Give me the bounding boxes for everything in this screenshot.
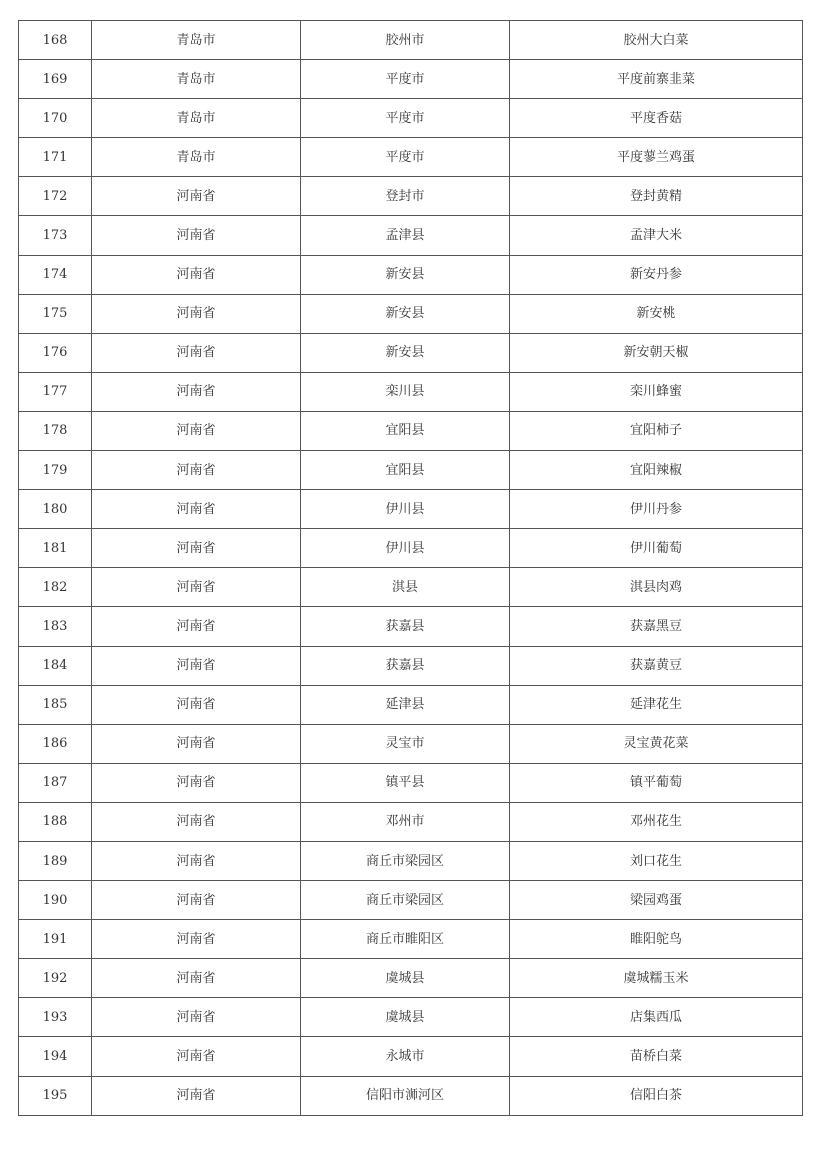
product-name-cell: 邓州花生 (510, 802, 803, 841)
table-row (19, 607, 803, 646)
city-cell: 新安县 (301, 333, 510, 372)
city-cell: 灵宝市 (301, 724, 510, 763)
city-cell: 登封市 (301, 177, 510, 216)
table-row (19, 1037, 803, 1076)
city-cell: 宜阳县 (301, 411, 510, 450)
table-row (19, 60, 803, 99)
city-cell: 胶州市 (301, 21, 510, 60)
table-row (19, 959, 803, 998)
city-cell: 平度市 (301, 60, 510, 99)
product-name-cell: 刘口花生 (510, 841, 803, 880)
city-cell: 获嘉县 (301, 646, 510, 685)
table-row (19, 372, 803, 411)
province-cell: 河南省 (92, 490, 301, 529)
product-name-cell: 新安丹参 (510, 255, 803, 294)
product-name-cell: 伊川丹参 (510, 490, 803, 529)
product-name-cell: 平度香菇 (510, 99, 803, 138)
row-number-cell: 181 (19, 529, 92, 568)
product-name-cell: 新安桃 (510, 294, 803, 333)
table-row (19, 255, 803, 294)
city-cell: 永城市 (301, 1037, 510, 1076)
city-cell: 栾川县 (301, 372, 510, 411)
city-cell: 新安县 (301, 255, 510, 294)
row-number-cell: 169 (19, 60, 92, 99)
product-name-cell: 伊川葡萄 (510, 529, 803, 568)
row-number-cell: 194 (19, 1037, 92, 1076)
province-cell: 河南省 (92, 685, 301, 724)
product-name-cell: 睢阳鸵鸟 (510, 920, 803, 959)
province-cell: 河南省 (92, 724, 301, 763)
city-cell: 平度市 (301, 99, 510, 138)
row-number-cell: 186 (19, 724, 92, 763)
row-number-cell: 188 (19, 802, 92, 841)
province-cell: 河南省 (92, 881, 301, 920)
row-number-cell: 172 (19, 177, 92, 216)
city-cell: 孟津县 (301, 216, 510, 255)
row-number-cell: 185 (19, 685, 92, 724)
province-cell: 青岛市 (92, 99, 301, 138)
city-cell: 伊川县 (301, 490, 510, 529)
row-number-cell: 184 (19, 646, 92, 685)
table-row (19, 451, 803, 490)
row-number-cell: 171 (19, 138, 92, 177)
city-cell: 商丘市梁园区 (301, 881, 510, 920)
table-row (19, 724, 803, 763)
row-number-cell: 182 (19, 568, 92, 607)
product-name-cell: 宜阳柿子 (510, 411, 803, 450)
product-registry-table (18, 20, 803, 1116)
province-cell: 河南省 (92, 959, 301, 998)
city-cell: 虞城县 (301, 959, 510, 998)
province-cell: 河南省 (92, 802, 301, 841)
product-name-cell: 店集西瓜 (510, 998, 803, 1037)
table-row (19, 138, 803, 177)
table-row (19, 1076, 803, 1115)
row-number-cell: 173 (19, 216, 92, 255)
product-name-cell: 新安朝天椒 (510, 333, 803, 372)
product-name-cell: 延津花生 (510, 685, 803, 724)
province-cell: 河南省 (92, 451, 301, 490)
table-row (19, 216, 803, 255)
table-row (19, 763, 803, 802)
product-name-cell: 镇平葡萄 (510, 763, 803, 802)
province-cell: 河南省 (92, 763, 301, 802)
row-number-cell: 174 (19, 255, 92, 294)
product-name-cell: 虞城糯玉米 (510, 959, 803, 998)
province-cell: 青岛市 (92, 138, 301, 177)
province-cell: 河南省 (92, 333, 301, 372)
city-cell: 平度市 (301, 138, 510, 177)
row-number-cell: 180 (19, 490, 92, 529)
product-name-cell: 胶州大白菜 (510, 21, 803, 60)
city-cell: 商丘市梁园区 (301, 841, 510, 880)
row-number-cell: 175 (19, 294, 92, 333)
city-cell: 宜阳县 (301, 451, 510, 490)
table-row (19, 490, 803, 529)
row-number-cell: 187 (19, 763, 92, 802)
table-row (19, 881, 803, 920)
product-name-cell: 平度前寨韭菜 (510, 60, 803, 99)
table-row (19, 646, 803, 685)
product-name-cell: 宜阳辣椒 (510, 451, 803, 490)
city-cell: 淇县 (301, 568, 510, 607)
province-cell: 青岛市 (92, 60, 301, 99)
city-cell: 获嘉县 (301, 607, 510, 646)
row-number-cell: 190 (19, 881, 92, 920)
city-cell: 邓州市 (301, 802, 510, 841)
province-cell: 河南省 (92, 998, 301, 1037)
province-cell: 河南省 (92, 255, 301, 294)
table-row (19, 920, 803, 959)
row-number-cell: 179 (19, 451, 92, 490)
province-cell: 河南省 (92, 294, 301, 333)
table-row (19, 998, 803, 1037)
table-body (19, 21, 803, 1116)
city-cell: 商丘市睢阳区 (301, 920, 510, 959)
province-cell: 河南省 (92, 372, 301, 411)
row-number-cell: 176 (19, 333, 92, 372)
row-number-cell: 195 (19, 1076, 92, 1115)
table-row (19, 294, 803, 333)
row-number-cell: 168 (19, 21, 92, 60)
city-cell: 新安县 (301, 294, 510, 333)
row-number-cell: 178 (19, 411, 92, 450)
row-number-cell: 193 (19, 998, 92, 1037)
province-cell: 河南省 (92, 568, 301, 607)
city-cell: 伊川县 (301, 529, 510, 568)
product-name-cell: 栾川蜂蜜 (510, 372, 803, 411)
product-name-cell: 梁园鸡蛋 (510, 881, 803, 920)
table-row (19, 802, 803, 841)
table-row (19, 685, 803, 724)
row-number-cell: 191 (19, 920, 92, 959)
product-name-cell: 孟津大米 (510, 216, 803, 255)
province-cell: 河南省 (92, 920, 301, 959)
province-cell: 河南省 (92, 177, 301, 216)
city-cell: 镇平县 (301, 763, 510, 802)
table-row (19, 177, 803, 216)
product-name-cell: 苗桥白菜 (510, 1037, 803, 1076)
table-row (19, 411, 803, 450)
city-cell: 延津县 (301, 685, 510, 724)
product-name-cell: 获嘉黄豆 (510, 646, 803, 685)
province-cell: 河南省 (92, 841, 301, 880)
product-name-cell: 信阳白茶 (510, 1076, 803, 1115)
table-row (19, 841, 803, 880)
product-name-cell: 获嘉黑豆 (510, 607, 803, 646)
province-cell: 河南省 (92, 607, 301, 646)
product-name-cell: 灵宝黄花菜 (510, 724, 803, 763)
city-cell: 虞城县 (301, 998, 510, 1037)
row-number-cell: 183 (19, 607, 92, 646)
province-cell: 河南省 (92, 1037, 301, 1076)
province-cell: 河南省 (92, 216, 301, 255)
product-name-cell: 淇县肉鸡 (510, 568, 803, 607)
province-cell: 河南省 (92, 646, 301, 685)
table-row (19, 21, 803, 60)
row-number-cell: 189 (19, 841, 92, 880)
table-row (19, 99, 803, 138)
province-cell: 河南省 (92, 529, 301, 568)
row-number-cell: 192 (19, 959, 92, 998)
row-number-cell: 177 (19, 372, 92, 411)
row-number-cell: 170 (19, 99, 92, 138)
table-row (19, 333, 803, 372)
city-cell: 信阳市浉河区 (301, 1076, 510, 1115)
table-row (19, 529, 803, 568)
province-cell: 河南省 (92, 411, 301, 450)
product-name-cell: 登封黄精 (510, 177, 803, 216)
province-cell: 河南省 (92, 1076, 301, 1115)
table-row (19, 568, 803, 607)
product-name-cell: 平度蓼兰鸡蛋 (510, 138, 803, 177)
province-cell: 青岛市 (92, 21, 301, 60)
